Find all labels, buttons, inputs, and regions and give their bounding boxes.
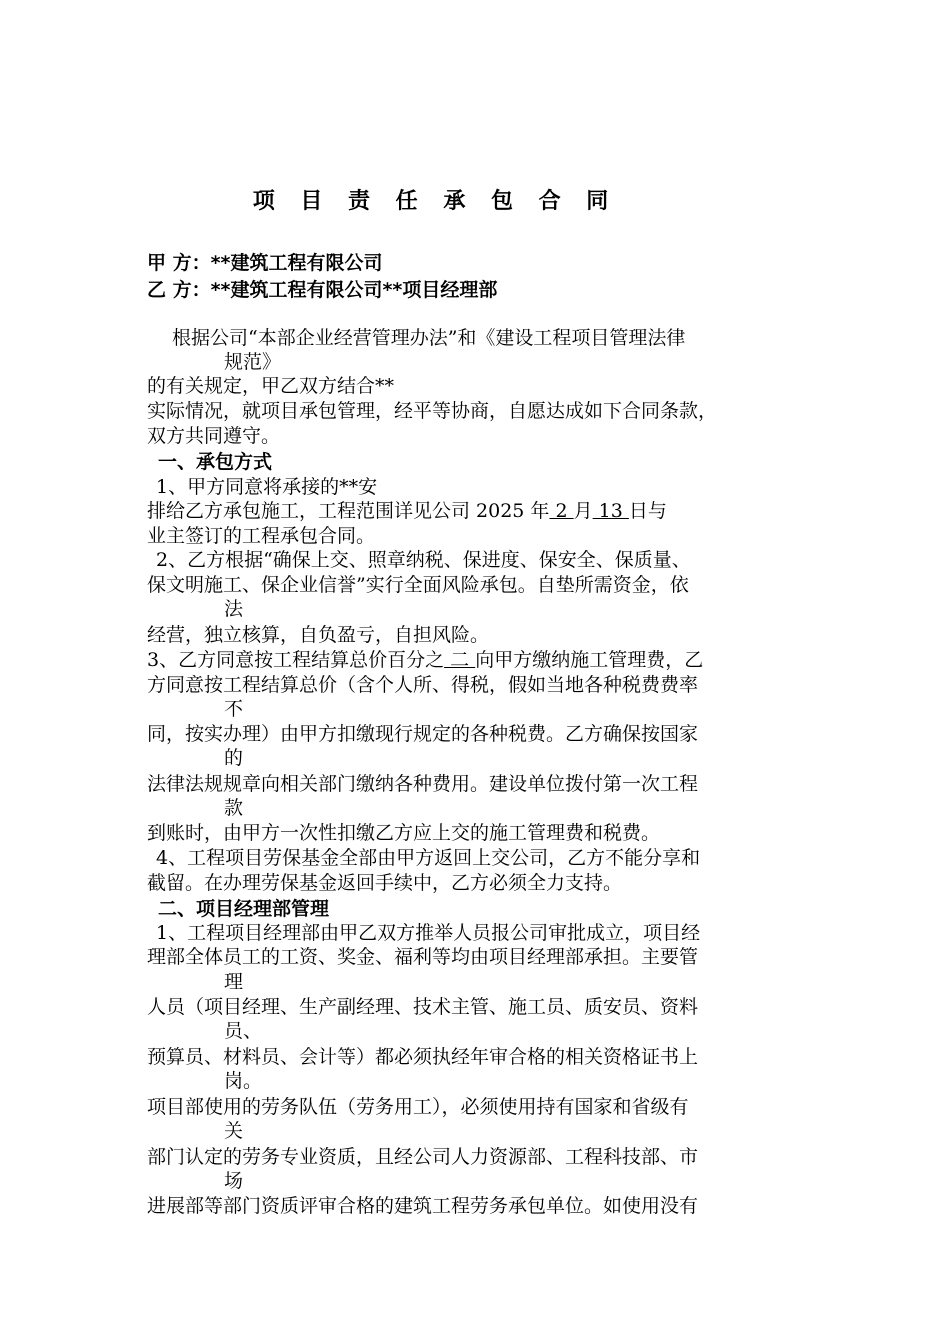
percent-blank: 二 — [444, 649, 476, 671]
section-heading: 二、项目经理部管理 — [158, 898, 330, 920]
body-line: 4、工程项目劳保基金全部由甲方返回上交公司，乙方不能分享和 — [156, 847, 701, 869]
scope-line — [147, 499, 667, 523]
day-blank: 13 — [592, 500, 629, 522]
body-line: 同，按实办理）由甲方扣缴现行规定的各种税费。乙方确保按国家 — [147, 723, 699, 745]
body-line: 项目部使用的劳务队伍（劳务用工），必须使用持有国家和省级有 — [147, 1096, 689, 1118]
body-line: 关 — [224, 1120, 244, 1142]
body-line: 的有关规定，甲乙双方结合** — [147, 375, 395, 397]
body-line: 到账时，由甲方一次性扣缴乙方应上交的施工管理费和税费。 — [147, 822, 661, 844]
body-line: 预算员、材料员、会计等）都必须执经年审合格的相关资格证书上 — [147, 1046, 699, 1068]
body-line: 2、乙方根据“确保上交、照章纳税、保进度、保安全、保质量、 — [156, 549, 691, 571]
scope-prefix: 排给乙方承包施工，工程范围详见公司 2025 年 — [147, 500, 550, 522]
section-heading: 一、承包方式 — [158, 451, 273, 473]
document-title: 项 目 责 任 承 包 合 同 — [252, 189, 618, 214]
body-line: 的 — [224, 747, 244, 769]
body-line: 1、甲方同意将承接的**安 — [156, 476, 378, 498]
body-line: 1、工程项目经理部由甲乙双方推举人员报公司审批成立，项目经 — [156, 922, 701, 944]
body-line: 实际情况，就项目承包管理，经平等协商，自愿达成如下合同条款， — [147, 400, 718, 422]
body-line: 法 — [224, 598, 244, 620]
fee-suffix: 向甲方缴纳施工管理费，乙 — [475, 649, 704, 671]
scope-suffix: 日与 — [628, 500, 667, 522]
body-line: 截留。在办理劳保基金返回手续中，乙方必须全力支持。 — [147, 872, 623, 894]
body-line: 理部全体员工的工资、奖金、福利等均由项目经理部承担。主要管 — [147, 946, 699, 968]
body-line: 双方共同遵守。 — [147, 425, 281, 447]
body-line: 方同意按工程结算总价（含个人所、得税，假如当地各种税费费率 — [147, 674, 699, 696]
fee-prefix: 3、乙方同意按工程结算总价百分之 — [147, 649, 445, 671]
body-line: 人员（项目经理、生产副经理、技术主管、施工员、质安员、资料 — [147, 996, 699, 1018]
body-line: 进展部等部门资质评审合格的建筑工程劳务承包单位。如使用没有 — [147, 1195, 699, 1217]
body-line: 业主签订的工程承包合同。 — [147, 525, 376, 547]
fee-line — [147, 648, 703, 672]
body-line: 岗。 — [224, 1070, 263, 1092]
body-line: 场 — [224, 1170, 244, 1192]
body-line: 部门认定的劳务专业资质，且经公司人力资源部、工程科技部、市 — [147, 1146, 699, 1168]
body-line: 保文明施工、保企业信誉”实行全面风险承包。自垫所需资金，依 — [147, 574, 689, 596]
month-blank: 2 — [549, 500, 574, 522]
party-b: 乙 方：**建筑工程有限公司**项目经理部 — [147, 279, 498, 301]
body-line: 不 — [224, 698, 244, 720]
month-label: 月 — [573, 500, 593, 522]
body-line: 经营，独立核算，自负盈亏，自担风险。 — [147, 624, 490, 646]
body-line: 规范》 — [224, 351, 282, 373]
body-line: 员、 — [224, 1020, 263, 1042]
body-line: 法律法规规章向相关部门缴纳各种费用。建设单位拨付第一次工程 — [147, 773, 699, 795]
party-a: 甲 方：**建筑工程有限公司 — [147, 252, 383, 274]
body-line: 根据公司“本部企业经营管理办法”和《建设工程项目管理法律 — [172, 327, 686, 349]
body-line: 理 — [224, 971, 244, 993]
body-line: 款 — [224, 797, 244, 819]
